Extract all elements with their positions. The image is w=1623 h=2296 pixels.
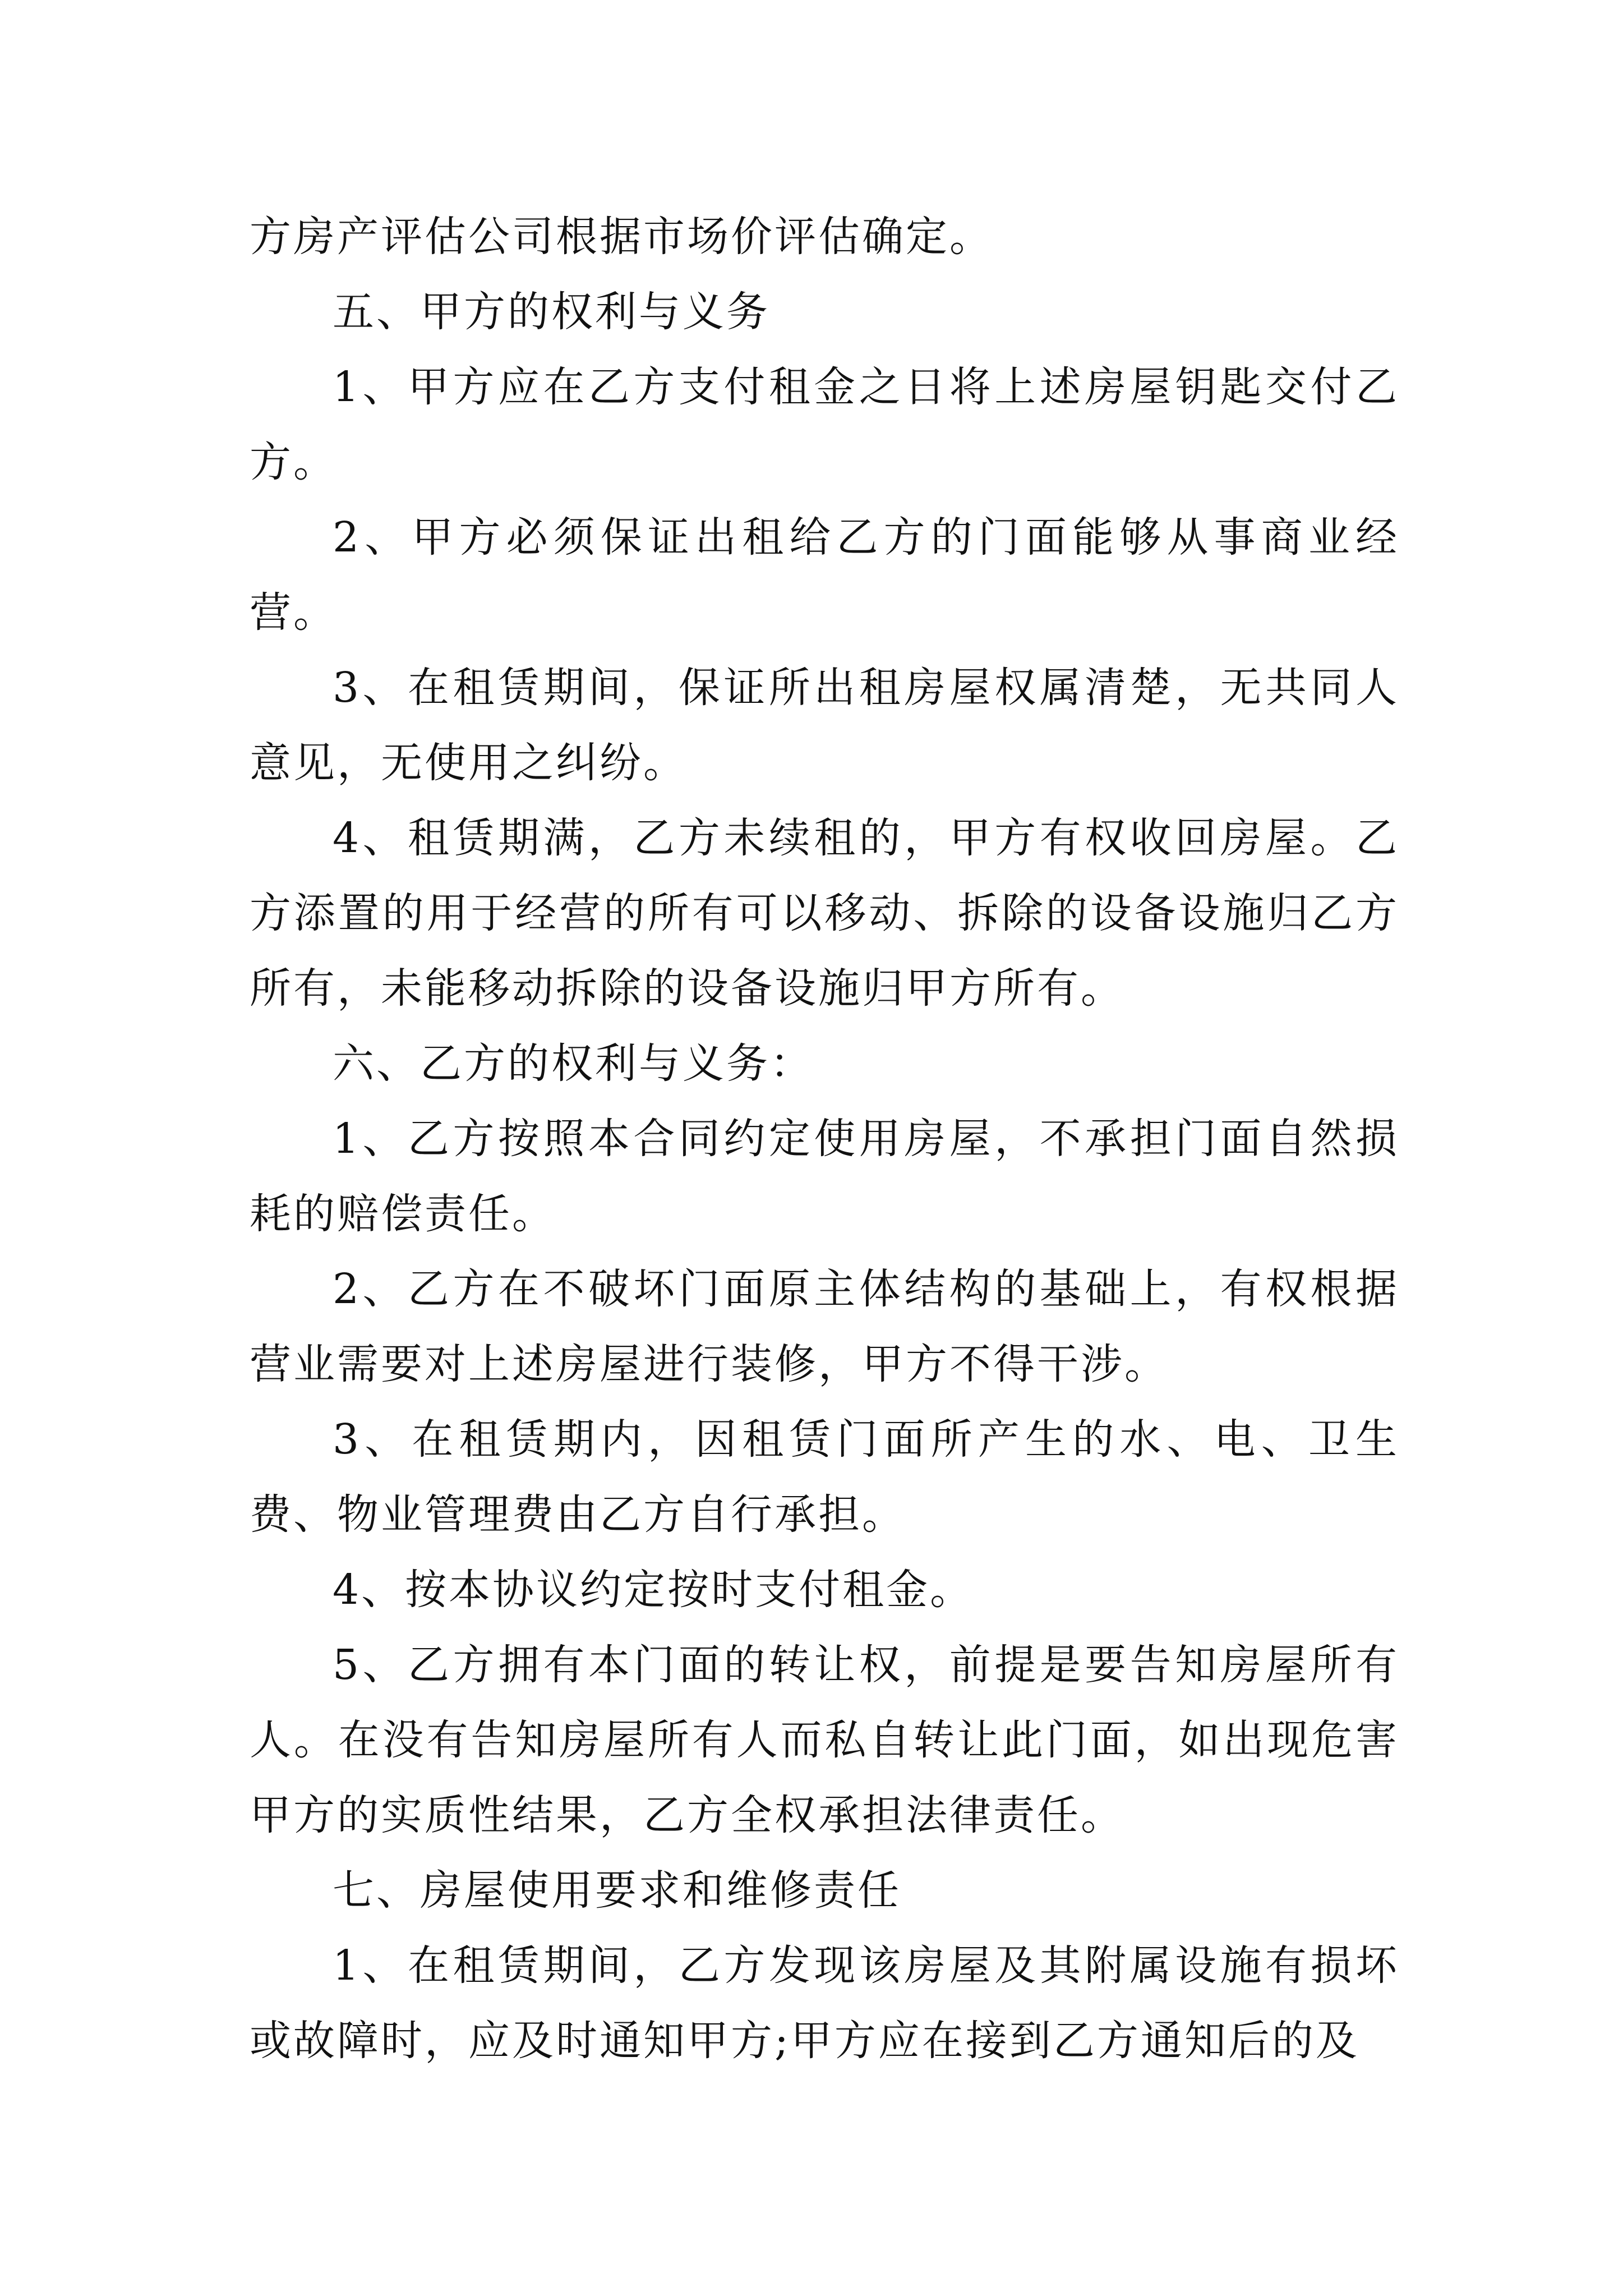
clause-5-4: 4、租赁期满，乙方未续租的，甲方有权收回房屋。乙方添置的用于经营的所有可以移动、拆除的设备设施归乙方所有，未能移动拆除的设备设施归甲方所有。 <box>250 814 1399 1013</box>
section-heading-7: 七、房屋使用要求和维修责任 <box>333 1866 901 1915</box>
clause-7-1: 1、在租赁期间，乙方发现该房屋及其附属设施有损坏或故障时，应及时通知甲方;甲方应在接到乙方通知后的及 <box>250 1941 1399 2065</box>
clause-5-2: 2、甲方必须保证出租给乙方的门面能够从事商业经营。 <box>250 513 1399 637</box>
clause-6-2: 2、乙方在不破坏门面原主体结构的基础上，有权根据营业需要对上述房屋进行装修，甲方不得干涉。 <box>250 1265 1399 1388</box>
continuation-paragraph: 方房产评估公司根据市场价评估确定。 <box>250 213 993 261</box>
clause-6-1: 1、乙方按照本合同约定使用房屋，不承担门面自然损耗的赔偿责任。 <box>250 1115 1399 1238</box>
section-heading-6: 六、乙方的权利与义务： <box>333 1039 814 1088</box>
clause-6-3: 3、在租赁期内，因租赁门面所产生的水、电、卫生费、物业管理费由乙方自行承担。 <box>250 1415 1399 1539</box>
clause-6-4: 4、按本协议约定按时支付租金。 <box>333 1566 974 1614</box>
clause-5-1: 1、甲方应在乙方支付租金之日将上述房屋钥匙交付乙方。 <box>250 363 1399 486</box>
clause-6-5: 5、乙方拥有本门面的转让权，前提是要告知房屋所有人。在没有告知房屋所有人而私自转让此门面，如出现危害甲方的实质性结果，乙方全权承担法律责任。 <box>250 1641 1399 1839</box>
clause-5-3: 3、在租赁期间，保证所出租房屋权属清楚，无共同人意见，无使用之纠纷。 <box>250 664 1399 787</box>
document-body <box>250 199 1399 2078</box>
section-heading-5: 五、甲方的权利与义务 <box>333 288 770 336</box>
